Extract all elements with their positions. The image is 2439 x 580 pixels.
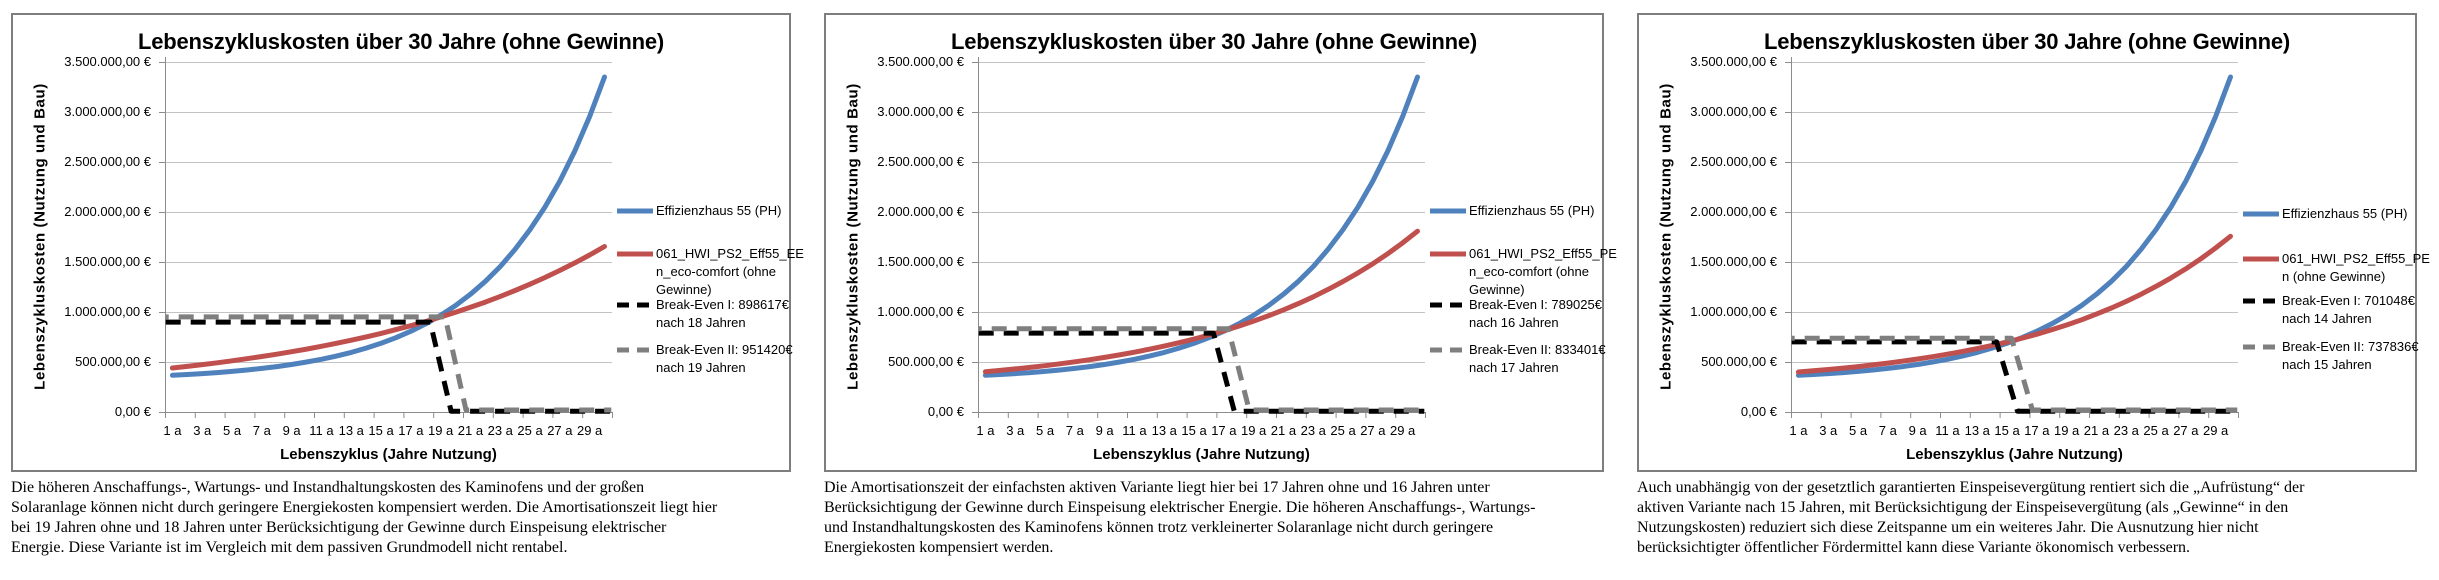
- caption-line: Solaranlage können nicht durch geringere Energiekosten kompensiert werden. Die Amortisationszeit liegt hier: [11, 499, 718, 516]
- x-axis-tick-label: 9 a: [1908, 423, 1927, 438]
- legend-entry: [1429, 296, 1602, 332]
- x-axis-tick-label: 21 a: [2083, 423, 2110, 438]
- series-effizienzhaus-line: [1798, 77, 2230, 375]
- x-axis-tick-label: 5 a: [1849, 423, 1868, 438]
- caption-line: Die höheren Anschaffungs-, Wartungs- und Instandhaltungskosten des Kaminofens und der großen: [11, 479, 645, 496]
- legend-label-line: 061_HWI_PS2_Eff55_PE: [1469, 246, 1617, 261]
- caption-line: Energie. Diese Variante ist im Vergleich mit dem passiven Grundmodell nicht rentabel.: [11, 539, 568, 556]
- y-axis-tick-label: 500.000,00 €: [1701, 354, 1777, 369]
- legend-swatch-solid: [616, 205, 654, 217]
- legend-label: [656, 296, 789, 332]
- x-axis-tick-label: 11 a: [1935, 423, 1960, 438]
- x-axis-tick-label: 7 a: [1878, 423, 1897, 438]
- y-axis-tick-label: 3.000.000,00 €: [64, 104, 151, 119]
- legend-swatch-dashed: [616, 344, 654, 356]
- x-axis-tick-label: 27 a: [547, 423, 573, 438]
- legend-entry: [1429, 245, 1617, 299]
- y-axis-tick-label: 3.500.000,00 €: [877, 54, 964, 69]
- y-axis-tick-label: 500.000,00 €: [75, 354, 151, 369]
- legend-label-line: Effizienzhaus 55 (PH): [656, 203, 782, 218]
- x-axis-tick-label: 13 a: [1151, 423, 1177, 438]
- y-axis-tick-label: 2.500.000,00 €: [877, 154, 964, 169]
- break-even-1-line: [166, 322, 612, 411]
- legend-swatch-solid: [2242, 253, 2280, 265]
- x-axis-tick-label: 23 a: [2113, 423, 2139, 438]
- y-axis-tick-label: 0,00 €: [927, 404, 964, 419]
- y-axis-tick-label: 3.500.000,00 €: [1690, 54, 1777, 69]
- caption-line: aktiven Variante nach 15 Jahren, mit Berücksichtigung der Einspeisevergütung (als „Gewinne“ in den: [1637, 499, 2289, 516]
- x-axis-tick-label: 19 a: [427, 423, 454, 438]
- caption-line: und Instandhaltungskosten des Kaminofens können trotz verkleinerter Solaranlage nicht durch geringere: [824, 519, 1494, 536]
- x-axis-tick-label: 9 a: [282, 423, 301, 438]
- x-axis-tick-label: 25 a: [1330, 423, 1356, 438]
- chart-panel-3: [1626, 0, 2439, 580]
- legend-entry: [2242, 292, 2415, 328]
- legend-label: [1469, 202, 1595, 220]
- legend-label-line: 061_HWI_PS2_Eff55_PE: [2282, 251, 2430, 266]
- y-axis-tick-label: 3.000.000,00 €: [1690, 104, 1777, 119]
- legend-swatch-solid: [1429, 248, 1467, 260]
- caption: [1637, 478, 2437, 558]
- legend-label: [656, 245, 804, 299]
- legend-label-line: nach 19 Jahren: [656, 360, 746, 375]
- legend-label: [656, 341, 793, 377]
- x-axis-tick-label: 1 a: [1789, 423, 1808, 438]
- y-axis-tick-label: 0,00 €: [1740, 404, 1777, 419]
- x-axis-tick-label: 15 a: [1181, 423, 1207, 438]
- x-axis-tick-label: 17 a: [398, 423, 424, 438]
- x-axis-tick-label: 7 a: [252, 423, 271, 438]
- caption-line: Auch unabhängig von der gesetztlich garantierten Einspeisevergütung rentiert sich die „Aufrüstung“ der: [1637, 479, 2305, 496]
- series-variant-line: [172, 247, 604, 369]
- legend-label-line: Break-Even I: 701048€: [2282, 293, 2415, 308]
- legend-label-line: n_eco-comfort (ohne: [1469, 264, 1589, 279]
- legend-entry: [1429, 202, 1595, 220]
- legend-label-line: n_eco-comfort (ohne: [656, 264, 776, 279]
- y-axis-tick-label: 1.000.000,00 €: [1690, 304, 1777, 319]
- legend-label: [2282, 250, 2430, 286]
- legend-swatch-dashed: [1429, 299, 1467, 311]
- chart-panel-2: [813, 0, 1626, 580]
- y-axis-tick-label: 2.000.000,00 €: [64, 204, 151, 219]
- x-axis-title: Lebenszyklus (Jahre Nutzung): [1093, 446, 1310, 463]
- legend-label-line: Effizienzhaus 55 (PH): [1469, 203, 1595, 218]
- y-axis-tick-label: 1.500.000,00 €: [64, 254, 151, 269]
- legend-entry: [2242, 250, 2430, 286]
- legend-label-line: nach 14 Jahren: [2282, 311, 2372, 326]
- legend-entry: [1429, 341, 1606, 377]
- x-axis-tick-label: 3 a: [1819, 423, 1838, 438]
- legend-entry: [2242, 338, 2419, 374]
- caption-line: Energiekosten kompensiert werden.: [824, 539, 1054, 556]
- caption-line: Nutzungskosten) reduziert sich diese Zeitspanne um ein weiteres Jahr. Die Ausnutzung hier nicht: [1637, 519, 2259, 536]
- x-axis-tick-label: 7 a: [1065, 423, 1084, 438]
- x-axis-tick-label: 27 a: [1360, 423, 1386, 438]
- legend-swatch-dashed: [616, 299, 654, 311]
- legend-label: [1469, 341, 1606, 377]
- legend-entry: [616, 341, 793, 377]
- legend-label: [2282, 205, 2408, 223]
- x-axis-tick-label: 17 a: [2024, 423, 2050, 438]
- y-axis-tick-label: 500.000,00 €: [888, 354, 964, 369]
- legend-label-line: Break-Even II: 737836€: [2282, 339, 2419, 354]
- x-axis-tick-label: 23 a: [1300, 423, 1326, 438]
- x-axis-tick-label: 29 a: [1389, 423, 1416, 438]
- x-axis-tick-label: 25 a: [517, 423, 543, 438]
- legend-label: [656, 202, 782, 220]
- caption-line: Die Amortisationszeit der einfachsten aktiven Variante liegt hier bei 17 Jahren ohne und 16 Jahren unter: [824, 479, 1490, 496]
- series-variant-line: [985, 231, 1417, 372]
- x-axis-title: Lebenszyklus (Jahre Nutzung): [280, 446, 497, 463]
- chart-panel-1: [0, 0, 813, 580]
- chart-title: Lebenszykluskosten über 30 Jahre (ohne Gewinne): [1763, 29, 2291, 54]
- y-axis-tick-label: 1.500.000,00 €: [1690, 254, 1777, 269]
- x-axis-tick-label: 21 a: [1270, 423, 1297, 438]
- legend-entry: [2242, 205, 2408, 223]
- legend-entry: [616, 296, 789, 332]
- x-axis-tick-label: 5 a: [1036, 423, 1055, 438]
- legend-swatch-solid: [616, 248, 654, 260]
- legend-label-line: Effizienzhaus 55 (PH): [2282, 206, 2408, 221]
- x-axis-tick-label: 11 a: [1122, 423, 1147, 438]
- x-axis-tick-label: 3 a: [193, 423, 212, 438]
- legend-label-line: Break-Even II: 833401€: [1469, 342, 1606, 357]
- y-axis-tick-label: 2.000.000,00 €: [1690, 204, 1777, 219]
- legend-label-line: Gewinne): [656, 282, 712, 297]
- x-axis-tick-label: 15 a: [368, 423, 394, 438]
- x-axis-tick-label: 15 a: [1994, 423, 2020, 438]
- legend-label-line: Gewinne): [1469, 282, 1525, 297]
- x-axis-tick-label: 1 a: [976, 423, 995, 438]
- y-axis-title: Lebenszykluskosten (Nutzung und Bau): [1657, 83, 1675, 390]
- y-axis-title: Lebenszykluskosten (Nutzung und Bau): [844, 83, 862, 390]
- y-axis-tick-label: 1.000.000,00 €: [64, 304, 151, 319]
- legend-label: [2282, 292, 2415, 328]
- x-axis-tick-label: 29 a: [576, 423, 603, 438]
- legend-label-line: 061_HWI_PS2_Eff55_EE: [656, 246, 804, 261]
- y-axis-tick-label: 2.500.000,00 €: [1690, 154, 1777, 169]
- x-axis-tick-label: 21 a: [457, 423, 484, 438]
- y-axis-tick-label: 0,00 €: [114, 404, 151, 419]
- y-axis-tick-label: 1.500.000,00 €: [877, 254, 964, 269]
- x-axis-tick-label: 17 a: [1211, 423, 1237, 438]
- legend-label-line: nach 17 Jahren: [1469, 360, 1559, 375]
- legend-swatch-solid: [2242, 208, 2280, 220]
- legend-label-line: n (ohne Gewinne): [2282, 269, 2386, 284]
- x-axis-tick-label: 13 a: [338, 423, 364, 438]
- y-axis-tick-label: 3.000.000,00 €: [877, 104, 964, 119]
- legend-label-line: Break-Even II: 951420€: [656, 342, 793, 357]
- x-axis-tick-label: 11 a: [309, 423, 334, 438]
- legend-label-line: nach 18 Jahren: [656, 315, 746, 330]
- caption: [824, 478, 1624, 558]
- y-axis-tick-label: 1.000.000,00 €: [877, 304, 964, 319]
- caption-line: berücksichtigter öffentlicher Fördermittel kann diese Variante ökonomisch verbessern.: [1637, 539, 2191, 556]
- legend-label-line: Break-Even I: 898617€: [656, 297, 789, 312]
- break-even-1-line: [1792, 342, 2238, 411]
- legend-label: [1469, 245, 1617, 299]
- legend-swatch-dashed: [2242, 341, 2280, 353]
- legend-swatch-dashed: [1429, 344, 1467, 356]
- y-axis-tick-label: 3.500.000,00 €: [64, 54, 151, 69]
- x-axis-tick-label: 13 a: [1964, 423, 1990, 438]
- legend-label-line: Break-Even I: 789025€: [1469, 297, 1602, 312]
- x-axis-title: Lebenszyklus (Jahre Nutzung): [1906, 446, 2123, 463]
- x-axis-tick-label: 1 a: [163, 423, 182, 438]
- legend-label-line: nach 15 Jahren: [2282, 357, 2372, 372]
- x-axis-tick-label: 19 a: [2053, 423, 2080, 438]
- x-axis-tick-label: 9 a: [1095, 423, 1114, 438]
- x-axis-tick-label: 5 a: [223, 423, 242, 438]
- x-axis-tick-label: 29 a: [2202, 423, 2229, 438]
- caption: [11, 478, 811, 558]
- legend-swatch-solid: [1429, 205, 1467, 217]
- legend-label: [2282, 338, 2419, 374]
- x-axis-tick-label: 27 a: [2173, 423, 2199, 438]
- chart-title: Lebenszykluskosten über 30 Jahre (ohne Gewinne): [137, 29, 665, 54]
- series-variant-line: [1798, 236, 2230, 372]
- x-axis-tick-label: 25 a: [2143, 423, 2169, 438]
- chart-title: Lebenszykluskosten über 30 Jahre (ohne Gewinne): [950, 29, 1478, 54]
- legend-label: [1469, 296, 1602, 332]
- legend-entry: [616, 245, 804, 299]
- legend-label-line: nach 16 Jahren: [1469, 315, 1559, 330]
- x-axis-tick-label: 19 a: [1240, 423, 1267, 438]
- y-axis-tick-label: 2.500.000,00 €: [64, 154, 151, 169]
- x-axis-tick-label: 3 a: [1006, 423, 1025, 438]
- legend-swatch-dashed: [2242, 295, 2280, 307]
- x-axis-tick-label: 23 a: [487, 423, 513, 438]
- caption-line: bei 19 Jahren ohne und 18 Jahren unter Berücksichtigung der Gewinne durch Einspeisung elektrischer: [11, 519, 667, 536]
- y-axis-tick-label: 2.000.000,00 €: [877, 204, 964, 219]
- legend-entry: [616, 202, 782, 220]
- caption-line: Berücksichtigung der Gewinne durch Einspeisung elektrischer Energie. Die höheren Anschaffungs-, Wartungs-: [824, 499, 1536, 516]
- y-axis-title: Lebenszykluskosten (Nutzung und Bau): [31, 83, 49, 390]
